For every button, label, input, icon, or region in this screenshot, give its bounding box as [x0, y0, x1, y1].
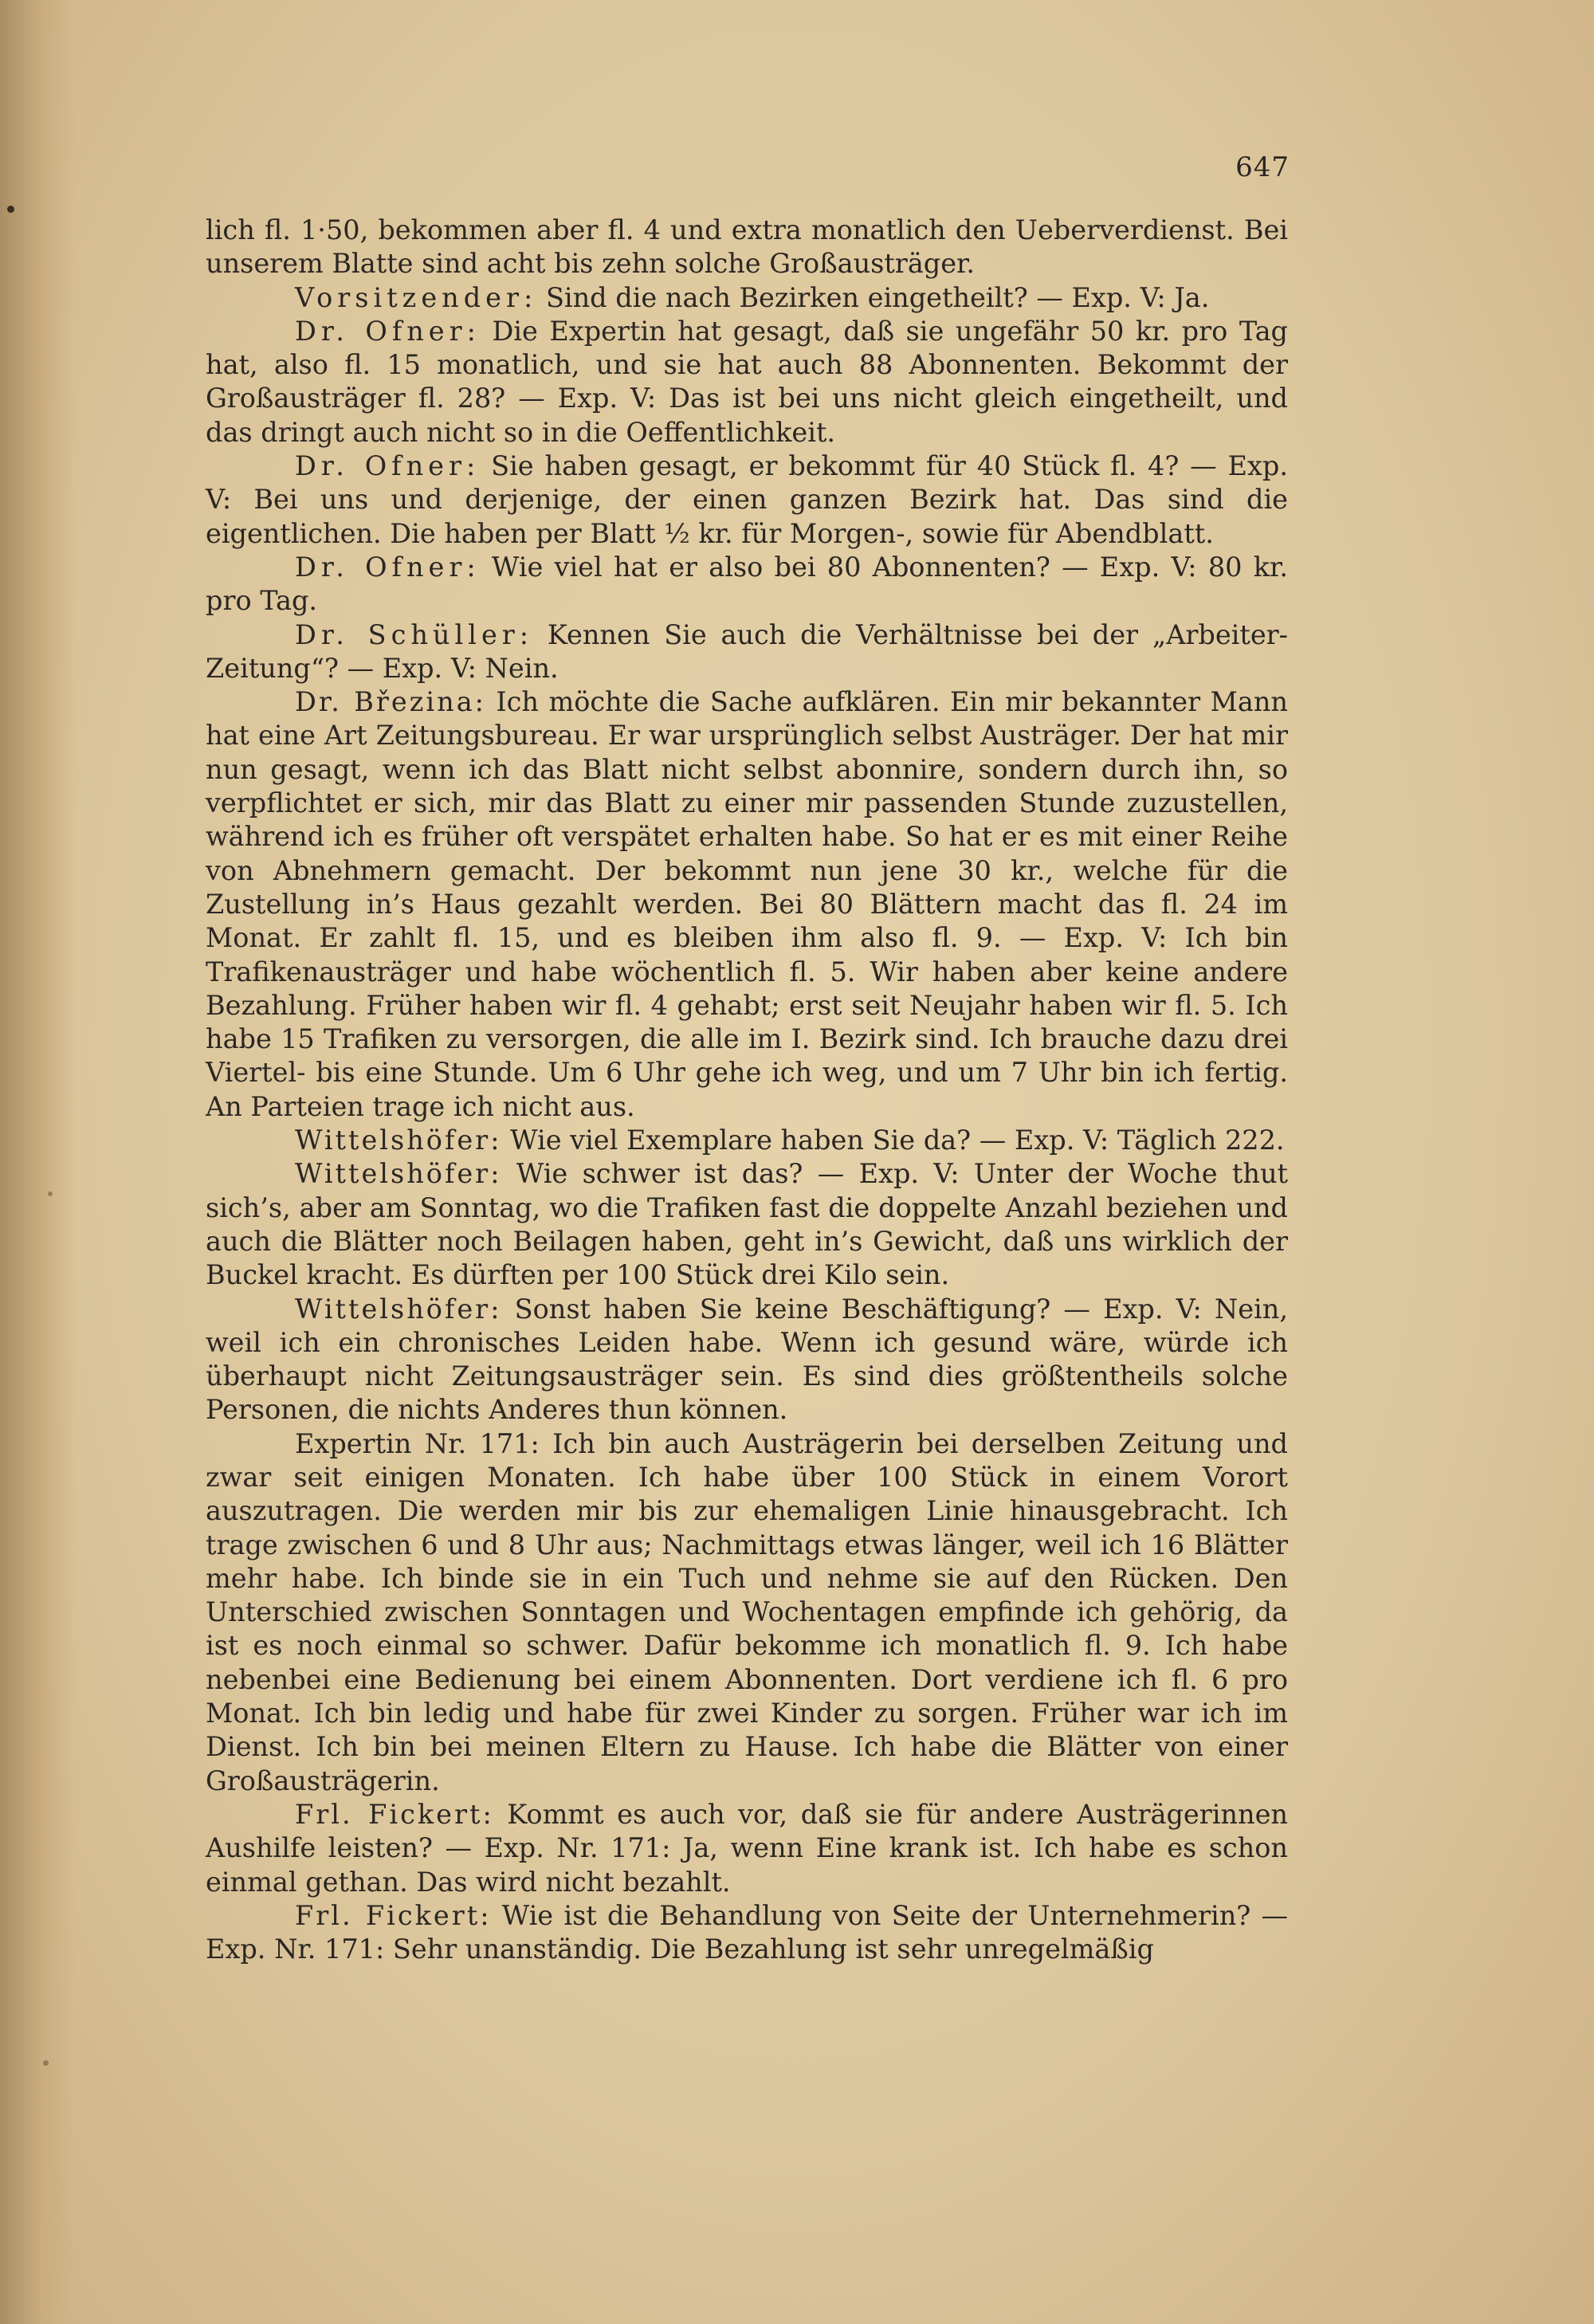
paragraph — [206, 449, 1288, 551]
page-number: 647 — [1235, 151, 1290, 183]
speaker-name: Dr. Březina: — [295, 686, 486, 718]
paper-speck — [48, 1191, 53, 1196]
speaker-name: Wittelshöfer: — [295, 1125, 502, 1156]
paragraph — [206, 1124, 1288, 1157]
binding-mark — [7, 206, 14, 213]
speaker-name: Wittelshöfer: — [295, 1293, 502, 1325]
paragraph-text: Wie viel hat er also bei 80 Abonnenten? — Exp. V: 80 kr. pro Tag. — [206, 551, 1288, 617]
paragraph-text: Kommt es auch vor, daß sie für andere Austrägerinnen Aushilfe leisten? — Exp. Nr. 171: Ja, wenn Eine krank ist. Ich habe es schon einmal gethan. Das wird nicht bezahlt. — [206, 1798, 1288, 1898]
paragraph-text: Wie schwer ist das? — Exp. V: Unter der Woche thut sich’s, aber am Sonntag, wo die Trafiken fast die doppelte Anzahl beziehen und auch die Blätter noch Beilagen haben, geht in’s Gewicht, daß uns wirklich der Buckel kracht. Es dürften per 100 Stück drei Kilo sein. — [206, 1158, 1288, 1291]
paragraph — [206, 551, 1288, 618]
document-body — [206, 214, 1288, 1966]
paragraph-text: Ich möchte die Sache aufklären. Ein mir bekannter Mann hat eine Art Zeitungsbureau. Er war ursprünglich selbst Austräger. Der hat mir nun gesagt, wenn ich das Blatt nicht selbst abonnire, sondern durch ihn, so verpflichtet er sich, mir das Blatt zu einer mir passenden Stunde zuzustellen, während ich es früher oft verspätet erhalten habe. So hat er es mit einer Reihe von Abnehmern gemacht. Der bekommt nun jene 30 kr., welche für die Zustellung in’s Haus gezahlt werden. Bei 80 Blättern macht das fl. 24 im Monat. Er zahlt fl. 15, und es bleiben ihm also fl. 9. — Exp. V: Ich bin Trafikenausträger und habe wöchentlich fl. 5. Wir haben aber keine andere Bezahlung. Früher haben wir fl. 4 gehabt; erst seit Neujahr haben wir fl. 5. Ich habe 15 Trafiken zu versorgen, die alle im I. Bezirk sind. Ich brauche dazu drei Viertel- bis eine Stunde. Um 6 Uhr gehe ich weg, und um 7 Uhr bin ich fertig. An Parteien trage ich nicht aus. — [206, 686, 1288, 1122]
paragraph-text: Wie ist die Behandlung von Seite der Unternehmerin? — Exp. Nr. 171: Sehr unanständig. Die Bezahlung ist sehr unregelmäßig — [206, 1899, 1288, 1965]
paragraph-text: Expertin Nr. 171: Ich bin auch Austrägerin bei derselben Zeitung und zwar seit einigen Monaten. Ich habe über 100 Stück in einem Vorort auszutragen. Die werden mir bis zur ehemaligen Linie hinausgebracht. Ich trage zwischen 6 und 8 Uhr aus; Nachmittags etwas länger, weil ich 16 Blätter mehr habe. Ich binde sie in ein Tuch und nehme sie auf den Rücken. Den Unterschied zwischen Sonntagen und Wochentagen empfinde ich gehörig, da ist es noch einmal so schwer. Dafür bekomme ich monatlich fl. 9. Ich habe nebenbei eine Bedienung bei einem Abonnenten. Dort verdiene ich fl. 6 pro Monat. Ich bin ledig und habe für zwei Kinder zu sorgen. Früher war ich im Dienst. Ich bin bei meinen Eltern zu Hause. Ich habe die Blätter von einer Großausträgerin. — [206, 1427, 1288, 1796]
paragraph — [206, 1293, 1288, 1427]
speaker-name: Dr. Ofner: — [295, 551, 481, 583]
speaker-name: Wittelshöfer: — [295, 1158, 502, 1190]
speaker-name: Vorsitzender: — [295, 281, 538, 313]
speaker-name: Dr. Schüller: — [295, 618, 534, 650]
paragraph — [206, 685, 1288, 1124]
paragraph — [206, 1157, 1288, 1292]
paragraph — [206, 315, 1288, 449]
paragraph — [206, 214, 1288, 281]
speaker-name: Dr. Ofner: — [295, 450, 481, 482]
paragraph — [206, 1798, 1288, 1899]
binding-shadow — [0, 0, 76, 2324]
paragraph — [206, 1899, 1288, 1967]
paragraph — [206, 618, 1288, 686]
speaker-name: Frl. Fickert: — [295, 1899, 492, 1931]
paragraph-text: Kennen Sie auch die Verhältnisse bei der „Arbeiter-Zeitung“? — Exp. V: Nein. — [206, 618, 1289, 684]
paragraph-text: Die Expertin hat gesagt, daß sie ungefähr 50 kr. pro Tag hat, also fl. 15 monatlich, und sie hat auch 88 Abonnenten. Bekommt der Großausträger fl. 28? — Exp. V: Das ist bei uns nicht gleich eingetheilt, und das dringt auch nicht so in die Oeffentlichkeit. — [206, 315, 1288, 448]
paragraph-text: Sonst haben Sie keine Beschäftigung? — Exp. V: Nein, weil ich ein chronisches Leiden habe. Wenn ich gesund wäre, würde ich überhaupt nicht Zeitungsausträger sein. Es sind dies größtentheils solche Personen, die nichts Anderes thun können. — [206, 1293, 1288, 1426]
paragraph-text: Wie viel Exemplare haben Sie da? — Exp. V: Täglich 222. — [501, 1125, 1285, 1156]
paragraph-text: Sind die nach Bezirken eingetheilt? — Exp. V: Ja. — [537, 281, 1210, 313]
paragraph — [206, 1427, 1288, 1798]
speaker-name: Frl. Fickert: — [295, 1798, 494, 1830]
paragraph-text: Sie haben gesagt, er bekommt für 40 Stück fl. 4? — Exp. V: Bei uns und derjenige, der einen ganzen Bezirk hat. Das sind die eigentlichen. Die haben per Blatt ½ kr. für Morgen-, sowie für Abendblatt. — [206, 450, 1288, 549]
paragraph — [206, 281, 1288, 315]
speaker-name: Dr. Ofner: — [295, 315, 481, 347]
paragraph-text: lich fl. 1·50, bekommen aber fl. 4 und extra monatlich den Ueberverdienst. Bei unserem Blatte sind acht bis zehn solche Großausträger. — [206, 214, 1288, 280]
paper-speck — [43, 2060, 49, 2066]
